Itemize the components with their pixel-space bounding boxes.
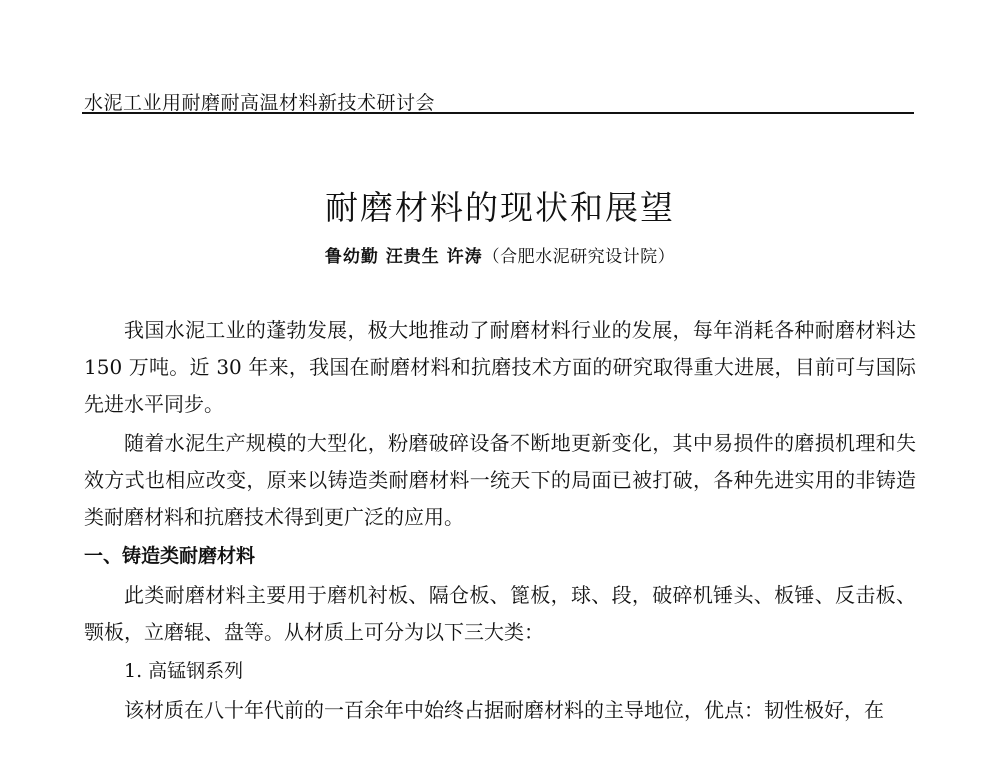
subsection-heading-high-manganese: 1. 高锰钢系列 bbox=[124, 660, 244, 682]
affiliation: （合肥水泥研究设计院） bbox=[482, 247, 676, 267]
running-header: 水泥工业用耐磨耐高温材料新技术研讨会 bbox=[84, 92, 436, 114]
paragraph-high-manganese: 该材质在八十年代前的一百余年中始终占据耐磨材料的主导地位，优点：韧性极好，在 bbox=[124, 698, 884, 722]
article-title: 耐磨材料的现状和展望 bbox=[325, 188, 675, 227]
paragraph-intro: 我国水泥工业的蓬勃发展，极大地推动了耐磨材料行业的发展，每年消耗各种耐磨材料达 150 万吨。近 30 年来，我国在耐磨材料和抗磨技术方面的研究取得重大进展，目前可与国际先进水平同步。 bbox=[84, 318, 916, 416]
article-body bbox=[84, 312, 916, 731]
byline bbox=[0, 242, 1000, 267]
paragraph-background: 随着水泥生产规模的大型化，粉磨破碎设备不断地更新变化，其中易损件的磨损机理和失效方式也相应改变，原来以铸造类耐磨材料一统天下的局面已被打破，各种先进实用的非铸造类耐磨材料和抗磨技术得到更广泛的应用。 bbox=[84, 431, 916, 529]
section-heading-cast-materials: 一、铸造类耐磨材料 bbox=[84, 545, 256, 567]
authors: 鲁幼勤 汪贵生 许涛 bbox=[324, 247, 483, 267]
paragraph-cast-materials: 此类耐磨材料主要用于磨机衬板、隔仓板、篦板，球、段，破碎机锤头、板锤、反击板、颚板，立磨辊、盘等。从材质上可分为以下三大类： bbox=[84, 583, 916, 644]
header-rule bbox=[82, 112, 914, 114]
